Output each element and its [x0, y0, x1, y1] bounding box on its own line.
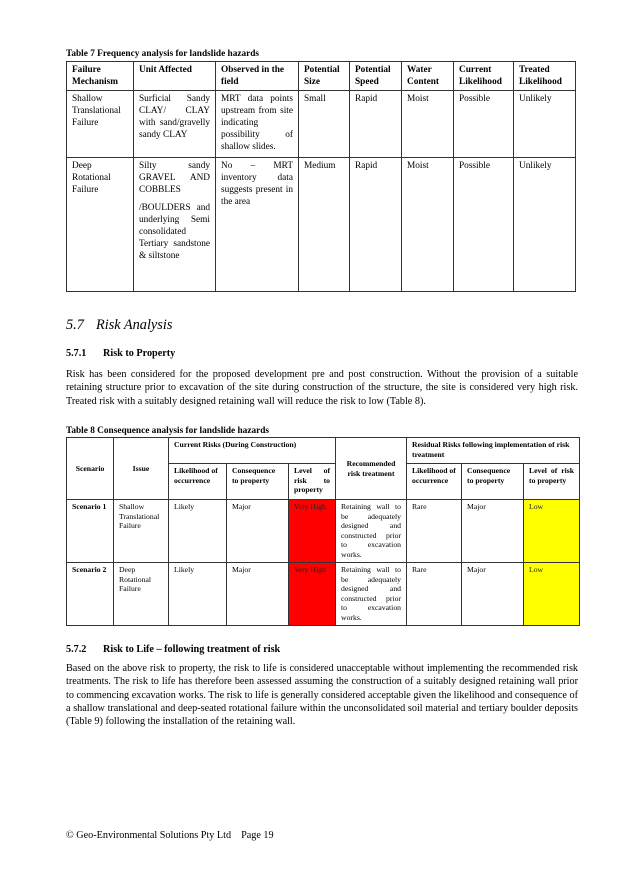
cell-residual-risk-level-low: Low [524, 563, 580, 626]
cell-likelihood: Likely [169, 500, 227, 563]
cell-issue: Deep Rotational Failure [114, 563, 169, 626]
cell-size: Small [299, 91, 350, 158]
header-potential-size: Potential Size [299, 62, 350, 91]
section-heading [66, 317, 172, 334]
header-residual-risks: Residual Risks following implementation of risk treatment [407, 438, 580, 464]
cell-risk-level-very-high: Very High [289, 563, 336, 626]
frequency-analysis-table [66, 61, 576, 292]
cell-water: Moist [402, 91, 454, 158]
subsection-title: Risk to Life – following treatment of risk [103, 644, 281, 655]
risk-to-property-paragraph: Risk has been considered for the proposed development pre and post construction. Without the provision of a suitable retaining structure prior to excavation of the site during construction of the structure, the site is considered very high risk. Treated risk with a suitably designed retaining wall will reduce the risk to low (Table 8). [66, 369, 578, 407]
header-residual-level: Level of risk to property [524, 464, 580, 500]
cell-scenario: Scenario 1 [67, 500, 114, 563]
header-consequence: Consequence to property [227, 464, 289, 500]
table-row [67, 563, 580, 626]
cell-water: Moist [402, 158, 454, 292]
consequence-analysis-table [66, 437, 580, 626]
cell-speed: Rapid [350, 158, 402, 292]
cell-residual-likelihood: Rare [407, 500, 462, 563]
header-observed: Observed in the field [216, 62, 299, 91]
subsection-heading-risk-to-life [66, 644, 280, 655]
cell-issue: Shallow Translational Failure [114, 500, 169, 563]
cell-speed: Rapid [350, 91, 402, 158]
table7-caption: Table 7 Frequency analysis for landslide hazards [66, 49, 260, 59]
cell-consequence: Major [227, 500, 289, 563]
table-row [67, 91, 576, 158]
table-header-row [67, 438, 580, 464]
subsection-title: Risk to Property [103, 348, 176, 359]
page-footer [66, 830, 274, 841]
footer-page-number: Page 19 [241, 830, 274, 841]
header-unit-affected: Unit Affected [134, 62, 216, 91]
cell-scenario: Scenario 2 [67, 563, 114, 626]
table8-caption: Table 8 Consequence analysis for landslide hazards [66, 426, 270, 436]
header-likelihood: Likelihood of occurrence [169, 464, 227, 500]
table-header-row [67, 62, 576, 91]
header-recommended-treatment: Recommended risk treatment [336, 438, 407, 500]
header-scenario: Scenario [67, 438, 114, 500]
section-title: Risk Analysis [96, 317, 173, 333]
cell-unit: Surficial Sandy CLAY/ CLAY with sand/gravelly sandy CLAY [134, 91, 216, 158]
cell-current: Possible [454, 158, 514, 292]
cell-residual-consequence: Major [462, 563, 524, 626]
cell-likelihood: Likely [169, 563, 227, 626]
cell-size: Medium [299, 158, 350, 292]
cell-unit [134, 158, 216, 292]
subsection-number: 5.7.1 [66, 348, 87, 359]
cell-treatment: Retaining wall to be adequately designed and constructed prior to excavation works. [336, 563, 407, 626]
header-level: Level of risk to property [289, 464, 336, 500]
cell-observed: MRT data points upstream from site indicating possibility of shallow slides. [216, 91, 299, 158]
cell-unit-part1: Silty sandy GRAVEL AND COBBLES [139, 161, 210, 195]
subsection-heading-risk-to-property [66, 348, 175, 359]
header-current-risks: Current Risks (During Construction) [169, 438, 336, 464]
header-potential-speed: Potential Speed [350, 62, 402, 91]
cell-mechanism: Deep Rotational Failure [67, 158, 134, 292]
cell-treated: Unlikely [514, 91, 576, 158]
cell-current: Possible [454, 91, 514, 158]
header-water-content: Water Content [402, 62, 454, 91]
table-row [67, 158, 576, 292]
cell-residual-consequence: Major [462, 500, 524, 563]
cell-risk-level-very-high: Very High [289, 500, 336, 563]
cell-residual-risk-level-low: Low [524, 500, 580, 563]
footer-copyright: © Geo-Environmental Solutions Pty Ltd [66, 830, 232, 841]
risk-to-life-paragraph: Based on the above risk to property, the risk to life is considered unacceptable without implementing the recommended risk treatments. The risk to life has therefore been assessed assuming the construction of a suitably designed retaining wall prior to commencing excavation works. The risk to life is generally considered acceptable given the likelihood and consequence of a shallow translational and deep-seated rotational failure within the unconsolidated soil material and tertiary boulder deposits (Table 9) following the installation of the retaining wall. [66, 663, 578, 728]
cell-mechanism: Shallow Translational Failure [67, 91, 134, 158]
subsection-number: 5.7.2 [66, 644, 87, 655]
section-number: 5.7 [66, 317, 84, 333]
header-failure-mechanism: Failure Mechanism [67, 62, 134, 91]
table-row [67, 500, 580, 563]
cell-treated: Unlikely [514, 158, 576, 292]
cell-treatment: Retaining wall to be adequately designed and constructed prior to excavation works. [336, 500, 407, 563]
header-issue: Issue [114, 438, 169, 500]
header-residual-consequence: Consequence to property [462, 464, 524, 500]
header-current-likelihood: Current Likelihood [454, 62, 514, 91]
header-residual-likelihood: Likelihood of occurrence [407, 464, 462, 500]
cell-residual-likelihood: Rare [407, 563, 462, 626]
cell-unit-part2: /BOULDERS and underlying Semi consolidated Tertiary sandstone & siltstone [139, 203, 210, 261]
cell-observed: No – MRT inventory data suggests present in the area [216, 158, 299, 292]
header-treated-likelihood: Treated Likelihood [514, 62, 576, 91]
cell-consequence: Major [227, 563, 289, 626]
